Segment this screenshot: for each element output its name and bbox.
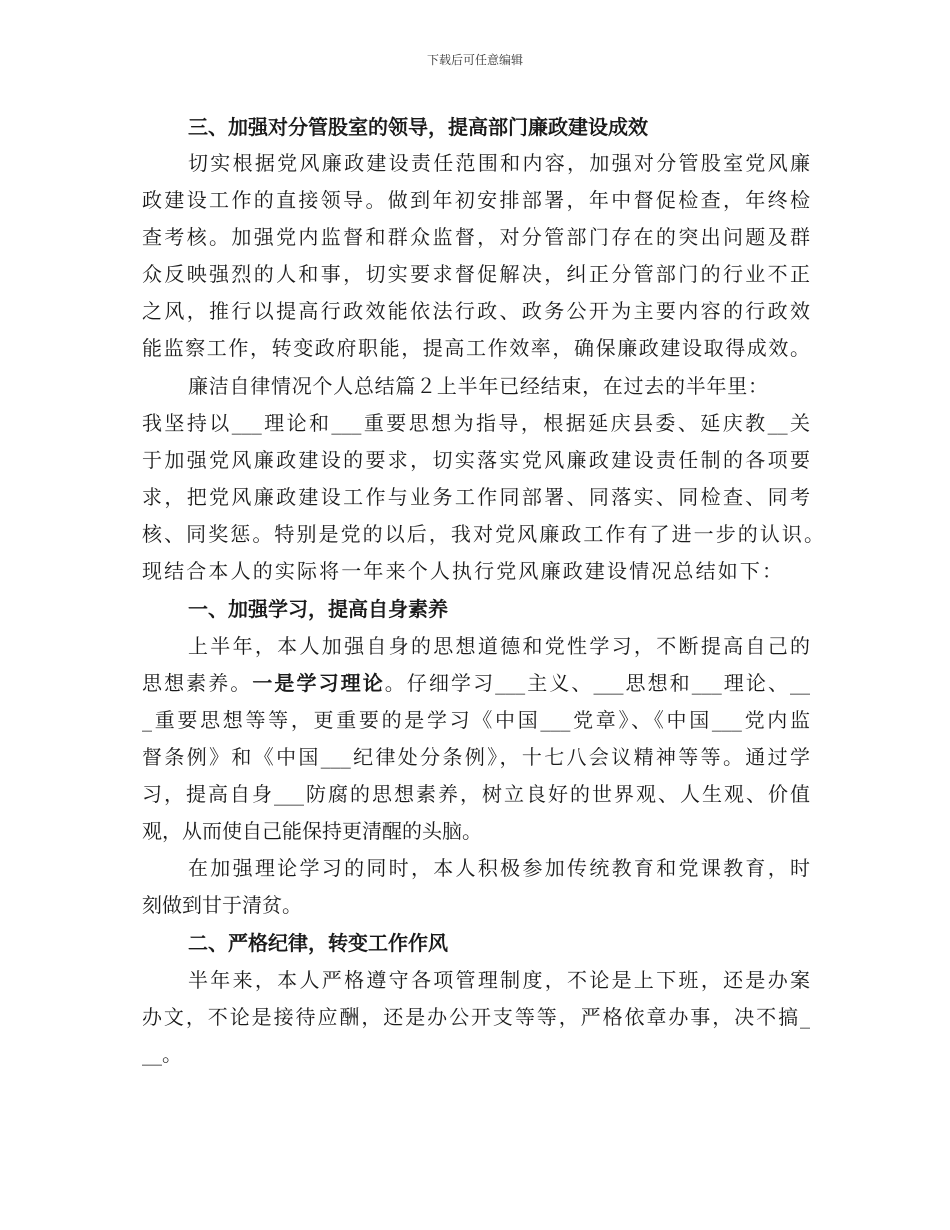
paragraph-line: 半年来，本人严格遵守各项管理制度，不论是上下班，还是办案 (188, 968, 810, 992)
paragraph-line: 查考核。加强党内监督和群众监督，对分管部门存在的突出问题及群 (142, 225, 810, 249)
paragraph-line: 督条例》和《中国___纪律处分条例》，十七八会议精神等等。通过学 (142, 745, 810, 769)
paragraph-line: 于加强党风廉政建设的要求，切实落实党风廉政建设责任制的各项要 (142, 448, 810, 472)
paragraph-line: 习，提高自身___防腐的思想素养，树立良好的世界观、人生观、价值 (142, 782, 810, 806)
paragraph-line: 切实根据党风廉政建设责任范围和内容，加强对分管股室党风廉 (188, 151, 810, 175)
emphasis-text: 一是学习理论 (252, 671, 385, 695)
paragraph-line: 刻做到甘于清贫。 (142, 893, 302, 917)
paragraph-line: 现结合本人的实际将一年来个人执行党风廉政建设情况总结如下： (142, 559, 782, 583)
paragraph-line: 政建设工作的直接领导。做到年初安排部署，年中督促检查，年终检 (142, 188, 810, 212)
paragraph-line: 观，从而使自己能保持更清醒的头脑。 (142, 819, 482, 843)
paragraph-line: 在加强理论学习的同时，本人积极参加传统教育和党课教育，时 (188, 856, 810, 880)
paragraph-line: 办文，不论是接待应酬，还是办公开支等等，严格依章办事，决不搞_ (142, 1005, 810, 1029)
paragraph-line: 上半年，本人加强自身的思想道德和党性学习，不断提高自己的 (188, 634, 810, 658)
paragraph-line (142, 666, 810, 700)
paragraph-line: 核、同奖惩。特别是党的以后，我对党风廉政工作有了进一步的认识。 (142, 522, 824, 546)
paragraph-line: 之风，推行以提高行政效能依法行政、政务公开为主要内容的行政效 (142, 299, 810, 323)
section-heading-1: 一、加强学习，提高自身素养 (188, 597, 448, 621)
paragraph-line: 我坚持以___理论和___重要思想为指导，根据延庆县委、延庆教__关 (142, 411, 810, 435)
paragraph-line: 廉洁自律情况个人总结篇２上半年已经结束，在过去的半年里： (188, 374, 768, 398)
text-run: 思想素养。 (142, 671, 253, 695)
paragraph-line: __。 (142, 1042, 182, 1066)
paragraph-line: 求，把党风廉政建设工作与业务工作同部署、同落实、同检查、同考 (142, 485, 810, 509)
page-header: 下载后可任意编辑 (426, 53, 523, 67)
section-heading-3: 三、加强对分管股室的领导，提高部门廉政建设成效 (188, 115, 648, 139)
paragraph-line: _重要思想等等，更重要的是学习《中国___党章》、《中国___党内监 (142, 708, 810, 732)
paragraph-line: 众反映强烈的人和事，切实要求督促解决，纠正分管部门的行业不正 (142, 262, 810, 286)
text-run: 。仔细学习___主义、___思想和___理论、__ (384, 671, 810, 695)
paragraph-line: 能监察工作，转变政府职能，提高工作效率，确保廉政建设取得成效。 (142, 336, 810, 360)
section-heading-2: 二、严格纪律，转变工作作风 (188, 931, 448, 955)
